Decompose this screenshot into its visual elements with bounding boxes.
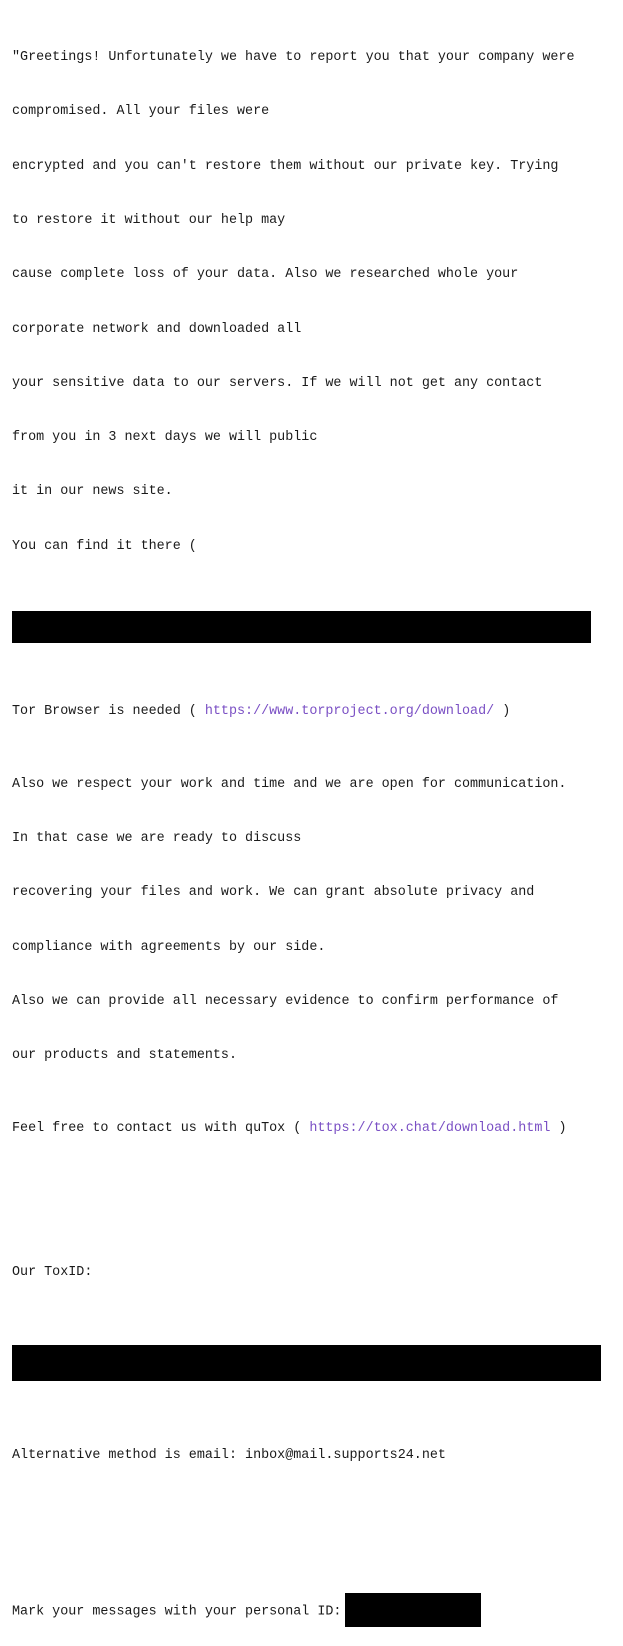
toxid-label: Our ToxID: <box>12 1265 93 1281</box>
redacted-toxid <box>12 1345 601 1381</box>
intro-line-9: it in our news site. <box>12 484 173 500</box>
middle-line-6: our products and statements. <box>12 1048 237 1064</box>
redacted-personal-id <box>345 1593 481 1627</box>
middle-line-1: Also we respect your work and time and we are open for communication. <box>12 776 567 792</box>
middle-line-3: recovering your files and work. We can grant absolute privacy and <box>12 885 535 901</box>
middle-line-5: Also we can provide all necessary evidence to confirm performance of <box>12 993 559 1009</box>
tor-suffix: ) <box>494 704 511 720</box>
intro-line-5: cause complete loss of your data. Also we researched whole your <box>12 267 519 283</box>
intro-line-1: "Greetings! Unfortunately we have to report you that your company were <box>12 50 575 66</box>
tor-download-link[interactable]: https://www.torproject.org/download/ <box>204 704 495 720</box>
tox-suffix: ) <box>550 1120 567 1136</box>
tox-prefix: Feel free to contact us with quTox ( <box>12 1120 310 1136</box>
intro-line-8: from you in 3 next days we will public <box>12 430 318 446</box>
tox-line <box>12 1120 612 1138</box>
spacer <box>12 1192 612 1210</box>
tox-download-link[interactable]: https://tox.chat/download.html <box>309 1120 551 1136</box>
intro-line-3: encrypted and you can't restore them without our private key. Trying <box>12 158 559 174</box>
intro-line-10: You can find it there ( <box>12 538 197 554</box>
middle-line-4: compliance with agreements by our side. <box>12 939 326 955</box>
tor-prefix: Tor Browser is needed ( <box>12 704 205 720</box>
intro-line-4: to restore it without our help may <box>12 213 286 229</box>
email-line: Alternative method is email: inbox@mail.supports24.net <box>12 1447 446 1463</box>
redacted-onion-url <box>12 611 591 643</box>
intro-line-7: your sensitive data to our servers. If we will not get any contact <box>12 375 543 391</box>
personal-id-label: Mark your messages with your personal ID: <box>12 1604 342 1620</box>
tor-browser-line <box>12 703 612 721</box>
middle-line-2: In that case we are ready to discuss <box>12 831 302 847</box>
ransom-note <box>12 13 612 1646</box>
intro-line-6: corporate network and downloaded all <box>12 321 302 337</box>
intro-line-2: compromised. All your files were <box>12 104 270 120</box>
personal-id-line <box>12 1594 612 1628</box>
spacer <box>12 1519 612 1537</box>
